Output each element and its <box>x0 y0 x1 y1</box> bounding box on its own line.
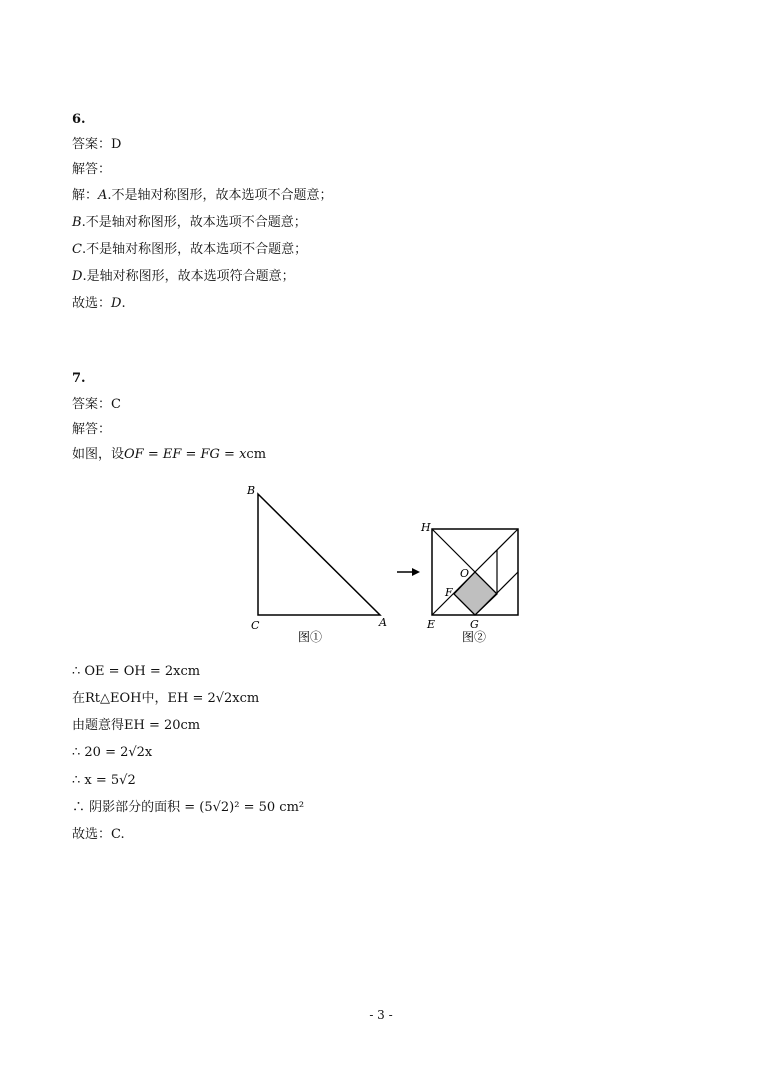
point-a-label: A <box>379 616 387 629</box>
q6-answer: 答案：D <box>72 137 122 152</box>
point-c-label: C <box>251 619 260 632</box>
q7-setup-prefix: 如图，设 <box>72 447 125 462</box>
q6-line-b <box>72 215 307 231</box>
q6-line-a-text: .不是轴对称图形，故本选项不合题意； <box>107 188 333 203</box>
figure-2-label: 图② <box>462 630 487 644</box>
q6-choice-suffix: . <box>121 296 126 311</box>
figure-1-triangle <box>246 484 387 644</box>
page-number: - 3 - <box>369 1008 393 1022</box>
q7-step-6: ∴ 阴影部分的面积 = (5√2)² = 50 cm² <box>72 800 305 815</box>
geometry-figure <box>0 480 762 650</box>
figure-2-square <box>420 521 518 644</box>
q6-line-a-option: A <box>98 188 108 203</box>
q7-choice: 故选：C. <box>72 827 125 842</box>
q6-line-a-prefix: 解： <box>72 188 99 203</box>
q7-step-2: 在Rt△EOH中，EH = 2√2xcm <box>72 691 260 706</box>
q6-line-d-option: D <box>72 269 83 284</box>
q7-setup <box>72 447 266 463</box>
q7-step-1: ∴ OE = OH = 2xcm <box>72 664 201 679</box>
q6-choice <box>72 296 126 312</box>
q6-choice-prefix: 故选： <box>72 296 112 311</box>
q6-solution-label: 解答： <box>72 162 112 177</box>
q6-line-b-option: B <box>72 215 82 230</box>
q6-line-b-text: .不是轴对称图形，故本选项不合题意； <box>81 215 307 230</box>
q6-line-a <box>72 188 333 204</box>
point-g-label: G <box>470 618 479 631</box>
point-h-label: H <box>421 521 431 534</box>
point-e-label: E <box>427 618 436 631</box>
q6-choice-letter: D <box>111 296 122 311</box>
figure-1-label: 图① <box>298 630 323 644</box>
q6-line-d-text: .是轴对称图形，故本选项符合题意； <box>82 269 295 284</box>
q7-step-3: 由题意得EH = 20cm <box>72 718 201 733</box>
point-f-label: F <box>445 586 453 599</box>
arrow-icon <box>397 568 420 576</box>
q7-answer: 答案：C <box>72 397 121 412</box>
q6-line-c-text: .不是轴对称图形，故本选项不合题意； <box>81 242 308 257</box>
q6-line-d <box>72 269 295 285</box>
point-b-label: B <box>247 484 256 497</box>
q7-step-5: ∴ x = 5√2 <box>72 773 136 788</box>
q6-line-c <box>72 242 307 258</box>
q7-setup-unit: cm <box>246 447 267 462</box>
q6-line-c-option: C <box>72 242 82 257</box>
point-o-label: O <box>460 567 470 580</box>
q7-number: 7. <box>72 371 86 386</box>
q7-step-4: ∴ 20 = 2√2x <box>72 745 153 760</box>
q6-number: 6. <box>72 112 86 127</box>
q7-setup-math: OF = EF = FG = x <box>124 447 247 462</box>
q7-solution-label: 解答： <box>72 422 112 437</box>
